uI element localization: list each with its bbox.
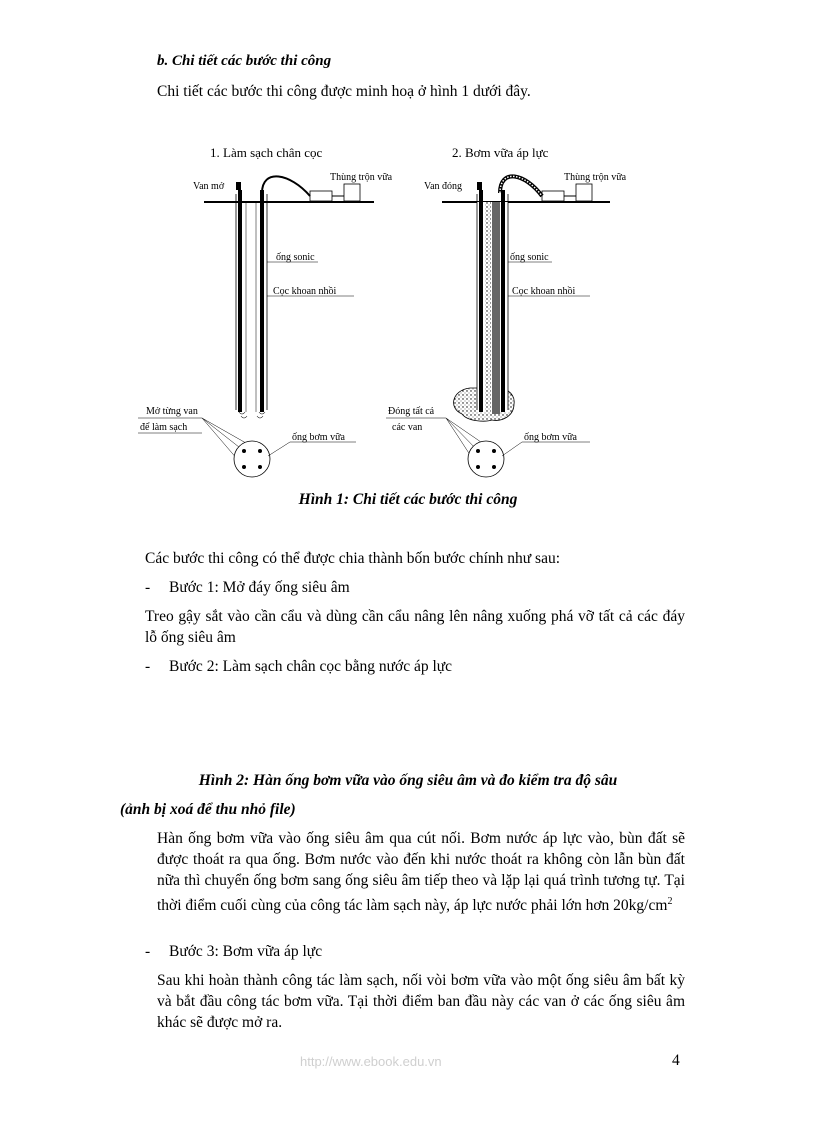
right-panel-title: 2. Bơm vữa áp lực	[452, 145, 549, 160]
intro-text: Chi tiết các bước thi công được minh hoạ ở hình 1 dưới đây.	[157, 83, 531, 100]
left-pump	[310, 191, 332, 201]
step-3-title: Bước 3: Bơm vữa áp lực	[169, 943, 323, 960]
left-note: Mở từng van	[146, 406, 198, 417]
step-2-description	[157, 828, 685, 916]
bullet-dash: -	[145, 579, 151, 596]
right-grout-fill	[485, 202, 491, 414]
right-sonic-tube	[479, 190, 483, 412]
bullet-dash: -	[145, 658, 151, 675]
bullet-dash: -	[145, 943, 151, 960]
footer-url[interactable]: http://www.ebook.edu.vn	[300, 1054, 442, 1069]
right-grout-label: ống bơm vữa	[524, 432, 577, 443]
left-pile-label: Cọc khoan nhồi	[273, 286, 337, 297]
left-sonic-tube	[238, 190, 242, 412]
right-pile-label: Cọc khoan nhồi	[512, 286, 576, 297]
left-panel-title: 1. Làm sạch chân cọc	[210, 145, 323, 160]
right-sonic-label: ống sonic	[510, 252, 549, 263]
step-2-title: Bước 2: Làm sạch chân cọc bằng nước áp lực	[169, 658, 453, 675]
superscript: 2	[667, 896, 673, 907]
left-cross-section	[234, 441, 270, 477]
right-sonic-tube	[501, 190, 505, 412]
right-pump	[542, 191, 564, 201]
right-hose	[500, 176, 542, 196]
right-valve-icon	[477, 182, 482, 190]
step-3-description: Sau khi hoàn thành công tác làm sạch, nối vòi bơm vữa vào một ống siêu âm bất kỳ và bắt đầu công tác bơm vữa. Tại thời điểm ban đầu này các van ở các ống siêu âm khác sẽ được mở ra.	[157, 972, 685, 1031]
step-3-item	[145, 941, 322, 962]
figure-1-caption: Hình 1: Chi tiết các bước thi công	[298, 491, 518, 508]
right-cross-section	[468, 441, 504, 477]
section-heading: b. Chi tiết các bước thi công	[157, 53, 332, 69]
left-sonic-tube	[260, 190, 264, 412]
left-mixer-label: Thùng trộn vữa	[330, 172, 393, 183]
left-valve-label: Van mở	[193, 181, 225, 192]
right-mixer-tank	[576, 184, 592, 201]
left-mixer-tank	[344, 184, 360, 201]
left-note: để làm sạch	[140, 422, 188, 433]
page-number: 4	[672, 1052, 680, 1069]
figure-2-note: (ảnh bị xoá để thu nhỏ file)	[120, 801, 296, 818]
step-2-description-text: Hàn ống bơm vữa vào ống siêu âm qua cút nối. Bơm nước áp lực vào, bùn đất sẽ được thoát ra qua ống. Bơm nước vào đến khi nước thoát ra không còn lẫn bùn đất nữa thì chuyển ống bơm sang ống siêu âm tiếp theo và lặp lại quá trình tương tự. Tại thời điểm cuối cùng của công tác làm sạch này, áp lực nước phải lớn hơn 20kg/cm	[157, 830, 685, 915]
right-note: các van	[392, 422, 423, 433]
step-2-item	[145, 656, 452, 677]
figure-1-diagram	[130, 138, 650, 488]
right-mixer-label: Thùng trộn vữa	[564, 172, 627, 183]
left-sonic-label: ống sonic	[276, 252, 315, 263]
right-note: Đóng tất cả	[388, 406, 435, 417]
steps-intro: Các bước thi công có thể được chia thành bốn bước chính như sau:	[145, 550, 561, 567]
figure-2-caption: Hình 2: Hàn ống bơm vữa vào ống siêu âm và đo kiểm tra độ sâu	[198, 772, 618, 789]
left-valve-icon	[236, 182, 241, 190]
left-grout-label: ống bơm vữa	[292, 432, 345, 443]
step-1-item	[145, 577, 350, 598]
left-hose	[262, 176, 310, 196]
step-1-title: Bước 1: Mở đáy ống siêu âm	[169, 579, 350, 596]
step-1-description: Treo gậy sắt vào cần cẩu và dùng cần cẩu nâng lên nâng xuống phá vỡ tất cả các đáy lỗ ống siêu âm	[145, 608, 685, 646]
right-valve-label: Van đóng	[424, 181, 463, 192]
